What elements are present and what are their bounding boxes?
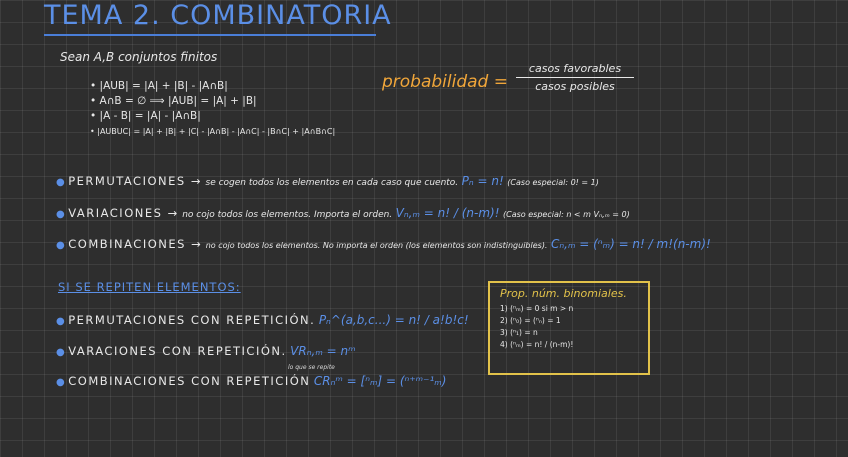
set-item: • |AUB| = |A| + |B| - |A∩B|	[90, 80, 228, 92]
row-key: VARIACIONES →	[68, 206, 179, 220]
row-formula: Pₙ = n!	[461, 174, 504, 188]
var-rep-row	[56, 344, 356, 358]
row-description: no cojo todos los elementos. No importa el orden (los elementos son indistinguibles).	[205, 241, 548, 250]
variaciones-row	[56, 206, 630, 220]
probability-label: probabilidad =	[382, 72, 508, 92]
set-formula: |AUBUC| = |A| + |B| + |C| - |A∩B| - |A∩C| - |B∩C| + |A∩B∩C|	[97, 127, 336, 136]
row-formula: Pₙ^(a,b,c...) = n! / a!b!c!	[318, 313, 469, 327]
row-description: se cogen todos los elementos en cada caso que cuento.	[205, 178, 459, 188]
bullet-icon: ●	[56, 316, 65, 327]
bullet-icon: ●	[56, 347, 65, 358]
row-note: (Caso especial: 0! = 1)	[507, 178, 599, 187]
permutaciones-row	[56, 174, 599, 188]
box-title: Prop. núm. binomiales.	[500, 287, 627, 300]
set-formula: |A - B| = |A| - |A∩B|	[99, 110, 201, 122]
bullet-icon: ●	[56, 377, 65, 388]
title-underline	[44, 34, 376, 36]
binomial-properties-box	[488, 281, 650, 375]
row-note: (Caso especial: n < m Vₙ,ₘ = 0)	[503, 210, 630, 219]
row-key: PERMUTACIONES CON REPETICIÓN.	[68, 313, 316, 327]
row-key: COMBINACIONES →	[68, 237, 203, 251]
bullet-icon: ●	[56, 177, 65, 188]
row-key: PERMUTACIONES →	[68, 174, 202, 188]
property-item: 3) (ⁿ₁) = n	[500, 328, 538, 337]
probability-fraction	[516, 62, 634, 93]
row-formula: Cₙ,ₘ = (ⁿₘ) = n! / m!(n-m)!	[550, 237, 711, 251]
row-key: VARACIONES CON REPETICIÓN.	[68, 344, 287, 358]
row-key: COMBINACIONES CON REPETICIÓN	[68, 374, 311, 388]
combinaciones-row	[56, 237, 711, 251]
bullet-icon: ●	[56, 209, 65, 220]
property-item: 1) (ⁿₘ) = 0 si m > n	[500, 304, 574, 313]
page-title: TEMA 2. COMBINATORIA	[44, 0, 392, 31]
set-formula: |AUB| = |A| + |B| - |A∩B|	[99, 80, 228, 92]
row-formula: CRₙᵐ = [ⁿₘ] = (ⁿ⁺ᵐ⁻¹ₘ)	[313, 374, 447, 388]
fraction-bar	[516, 77, 634, 78]
row-formula: VRₙ,ₘ = nᵐ	[290, 344, 356, 358]
row-formula: Vₙ,ₘ = n! / (n-m)!	[395, 206, 500, 220]
section-heading: SI SE REPITEN ELEMENTOS:	[58, 280, 241, 294]
intro-text: Sean A,B conjuntos finitos	[60, 50, 218, 64]
bullet-icon: ●	[56, 240, 65, 251]
perm-rep-row	[56, 313, 469, 327]
fraction-denominator: casos posibles	[535, 80, 615, 93]
set-formula: A∩B = ∅ ⟹ |AUB| = |A| + |B|	[99, 95, 257, 107]
property-item: 4) (ⁿₘ) = n! / (n-m)!	[500, 340, 574, 349]
small-annotation: lo que se repite	[288, 364, 335, 371]
row-description: no cojo todos los elementos. Importa el orden.	[182, 210, 393, 220]
set-item: • |AUBUC| = |A| + |B| + |C| - |A∩B| - |A∩C| - |B∩C| + |A∩B∩C|	[90, 127, 336, 136]
comb-rep-row	[56, 374, 446, 388]
fraction-numerator: casos favorables	[528, 62, 622, 75]
set-item: • |A - B| = |A| - |A∩B|	[90, 110, 201, 122]
set-item: • A∩B = ∅ ⟹ |AUB| = |A| + |B|	[90, 95, 257, 107]
property-item: 2) (ⁿ₀) = (ⁿₙ) = 1	[500, 316, 561, 325]
